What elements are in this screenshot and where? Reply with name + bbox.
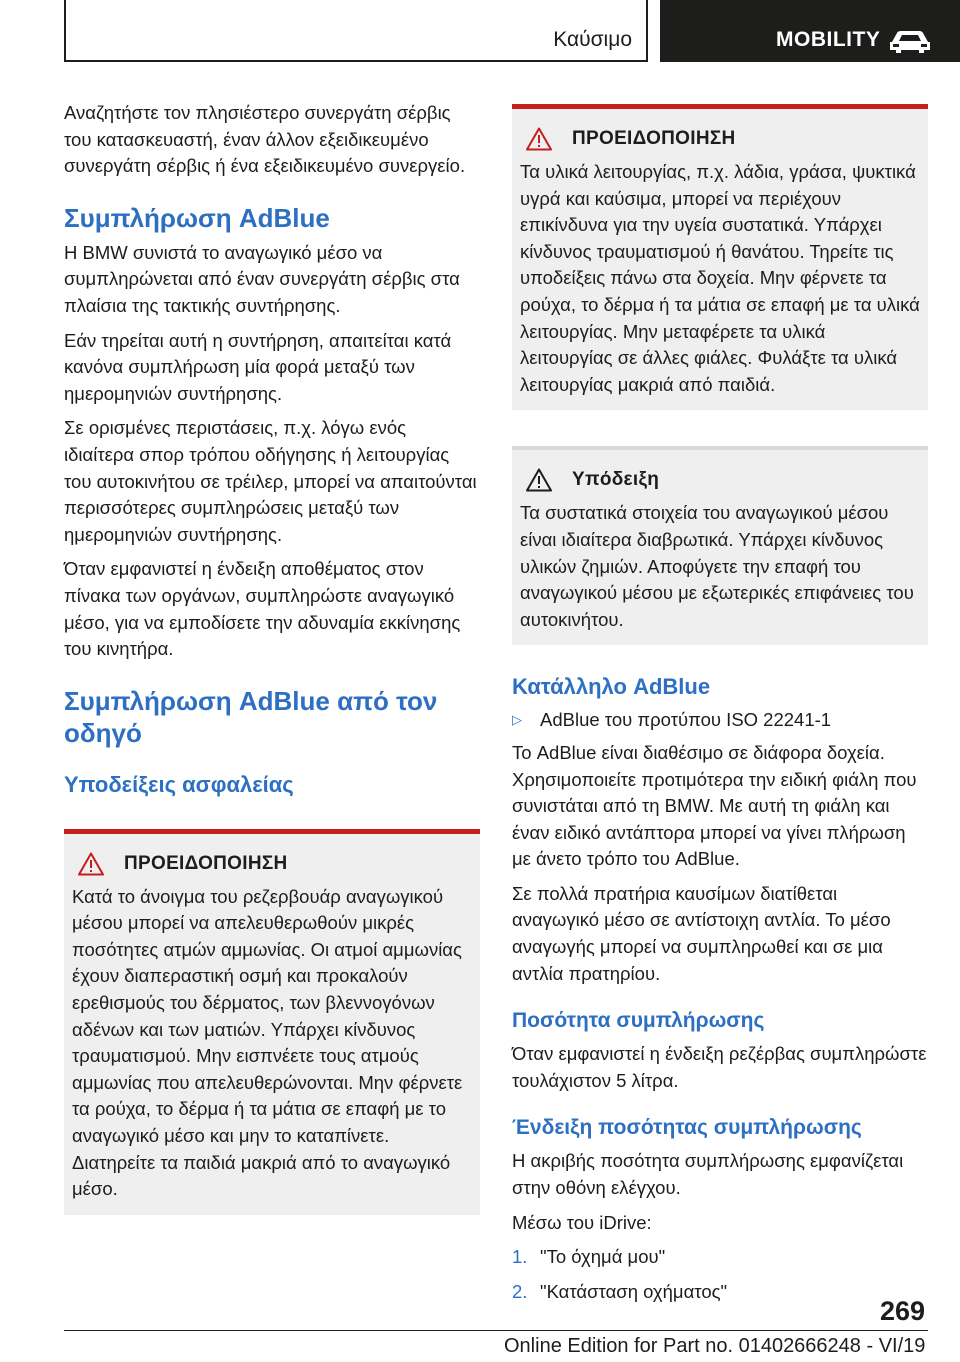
chapter-title: MOBILITY: [776, 28, 881, 51]
paragraph-containers: Το AdBlue είναι διαθέσιμο σε διάφορα δοχεία. Χρησιμοποιείτε προτιμότερα την ειδική φιάλη που συνιστάται από τη BMW. Με αυτή τη φιάλη και έναν ειδικό αντάπτορα μπορεί να γίνει πλήρωση με άνετο τρόπο του AdBlue.: [512, 741, 917, 870]
warning-text: Τα υλικά λειτουργίας, π.χ. λάδια, γράσα, ψυκτικά υγρά και καύσιμα, μπορεί να περιέχουν επικίνδυνα για την υγεία συστατικά. Υπάρχει κίνδυνος τραυματισμού ή θανάτου. Τηρείτε τις υποδείξεις πάνω στα δοχεία. Μην φέρνετε τα ρούχα, το δέρμα ή τα μάτια σε επαφή με τα υλικά λειτουργίας. Μην μεταφέρετε τα υλικά λειτουργίας σε άλλες φιάλες. Φυλάξτε τα υλικά λειτουργίας μακριά από παιδιά.: [520, 161, 920, 395]
warning-triangle-icon: [526, 127, 552, 151]
step-number: 2.: [512, 1280, 528, 1302]
heading-refill-by-driver: Συμπλήρωση AdBlue από τον οδηγό: [64, 685, 438, 748]
section-title: Καύσιμο: [553, 28, 632, 51]
left-column: [64, 100, 480, 1215]
paragraph-maintenance: Εάν τηρείται αυτή η συντήρηση, απαιτείται κατά κανόνα συμπλήρωση μία φορά μεταξύ των ημερομηνιών συντήρησης.: [64, 329, 452, 404]
step-text: "Κατάσταση οχήματος": [540, 1280, 728, 1302]
warning-title: ΠΡΟΕΙΔΟΠΟΙΗΣΗ: [124, 852, 288, 874]
hint-box-corrosive: [512, 446, 928, 645]
intro-paragraph: Αναζητήστε τον πλησιέστερο συνεργάτη σέρβις του κατασκευαστή, έναν άλλον εξειδικευμένο συνεργάτη σέρβις ή ένα εξειδικευμένο συνεργείο.: [64, 102, 466, 177]
car-icon: [888, 28, 932, 54]
list-item: [512, 1279, 928, 1306]
paragraph-idrive: Μέσω του iDrive:: [512, 1211, 652, 1233]
heading-safety-notes: Υποδείξεις ασφαλείας: [64, 771, 294, 797]
list-item: [512, 1244, 928, 1271]
step-text: "Το όχημά μου": [540, 1246, 666, 1268]
heading-refill-quantity: Ποσότητα συμπλήρωσης: [512, 1009, 765, 1033]
paragraph-quantity: Όταν εμφανιστεί η ένδειξη ρεζέρβας συμπληρώστε τουλάχιστον 5 λίτρα.: [512, 1043, 927, 1091]
warning-title: ΠΡΟΕΙΔΟΠΟΙΗΣΗ: [572, 128, 736, 149]
caution-triangle-icon: [526, 468, 552, 492]
hint-text: Τα συστατικά στοιχεία του αναγωγικού μέσου είναι ιδιαίτερα διαβρωτικά. Υπάρχει κίνδυνος υλικών ζημιών. Αποφύγετε την επαφή του αναγωγικού μέσου με εξωτερικές επιφάνειες του αυτοκινήτου.: [520, 502, 914, 630]
heading-quantity-display: Ένδειξη ποσότητας συμπλήρωσης: [512, 1116, 862, 1140]
paragraph-circumstances: Σε ορισμένες περιστάσεις, π.χ. λόγω ενός ιδιαίτερα σπορ τρόπου οδήγησης ή λειτουργίας του αυτοκινήτου σε τρέιλερ, μπορεί να απαιτούνται περισσότερες συμπληρώσεις μεταξύ των ημερομηνιών συντήρησης.: [64, 417, 477, 545]
warning-text: Κατά το άνοιγμα του ρεζερβουάρ αναγωγικού μέσου μπορεί να απελευθερωθούν μικρές ποσότητες ατμών αμμωνίας. Οι ατμοί αμμωνίας έχουν διαπεραστική οσμή και προκαλούν ερεθισμούς του δέρματος, των βλεννογόνων αδένων και των ματιών. Υπάρχει κίνδυνος τραυματισμού. Μην εισπνέετε τους ατμούς αμμωνίας που απελευθερώνονται. Μην φέρνετε τα ρούχα, το δέρμα ή τα μάτια σε επαφή με το αναγωγικό μέσο και μην το καταπίνετε. Διατηρείτε τα παιδιά μακριά από το αναγωγικό μέσο.: [72, 885, 463, 1200]
heading-suitable-adblue: Κατάλληλο AdBlue: [512, 674, 711, 700]
footer-edition: Online Edition for Part no. 01402666248 - VI/19: [504, 1335, 926, 1357]
list-item: [512, 707, 928, 734]
step-number: 1.: [512, 1246, 528, 1268]
footer-divider: [64, 1330, 928, 1331]
paragraph-reserve-indicator: Όταν εμφανιστεί η ένδειξη αποθέματος στον πίνακα των οργάνων, συμπληρώστε αναγωγικό μέσο, για να εμποδίσετε την αδυναμία εκκίνησης του κινητήρα.: [64, 558, 461, 660]
paragraph-bmw-recommends: Η BMW συνιστά το αναγωγικό μέσο να συμπληρώνεται από έναν συνεργάτη σέρβις στα πλαίσια της τακτικής συντήρησης.: [64, 241, 460, 316]
heading-refill-adblue: Συμπλήρωση AdBlue: [64, 202, 330, 233]
hint-title: Υπόδειξη: [572, 469, 660, 491]
warning-box-operating-fluids: [512, 104, 928, 410]
warning-box-ammonia: [64, 829, 480, 1215]
paragraph-display: Η ακριβής ποσότητα συμπλήρωσης εμφανίζεται στην οθόνη ελέγχου.: [512, 1150, 904, 1199]
warning-triangle-icon: [78, 852, 104, 876]
header-chapter-tab: [660, 0, 960, 62]
paragraph-fuel-stations: Σε πολλά πρατήρια καυσίμων διατίθεται αναγωγικό μέσο σε αντίστοιχη αντλία. Το μέσο αναγωγής μπορεί να συμπληρωθεί και σε μια αντλία πρατηρίου.: [512, 882, 891, 984]
header-section-tab: [64, 0, 648, 62]
bullet-text: AdBlue του προτύπου ISO 22241-1: [540, 709, 832, 731]
right-column: [512, 100, 928, 1313]
bullet-triangle-icon: ▷: [512, 712, 522, 728]
page-number: 269: [880, 1296, 926, 1326]
